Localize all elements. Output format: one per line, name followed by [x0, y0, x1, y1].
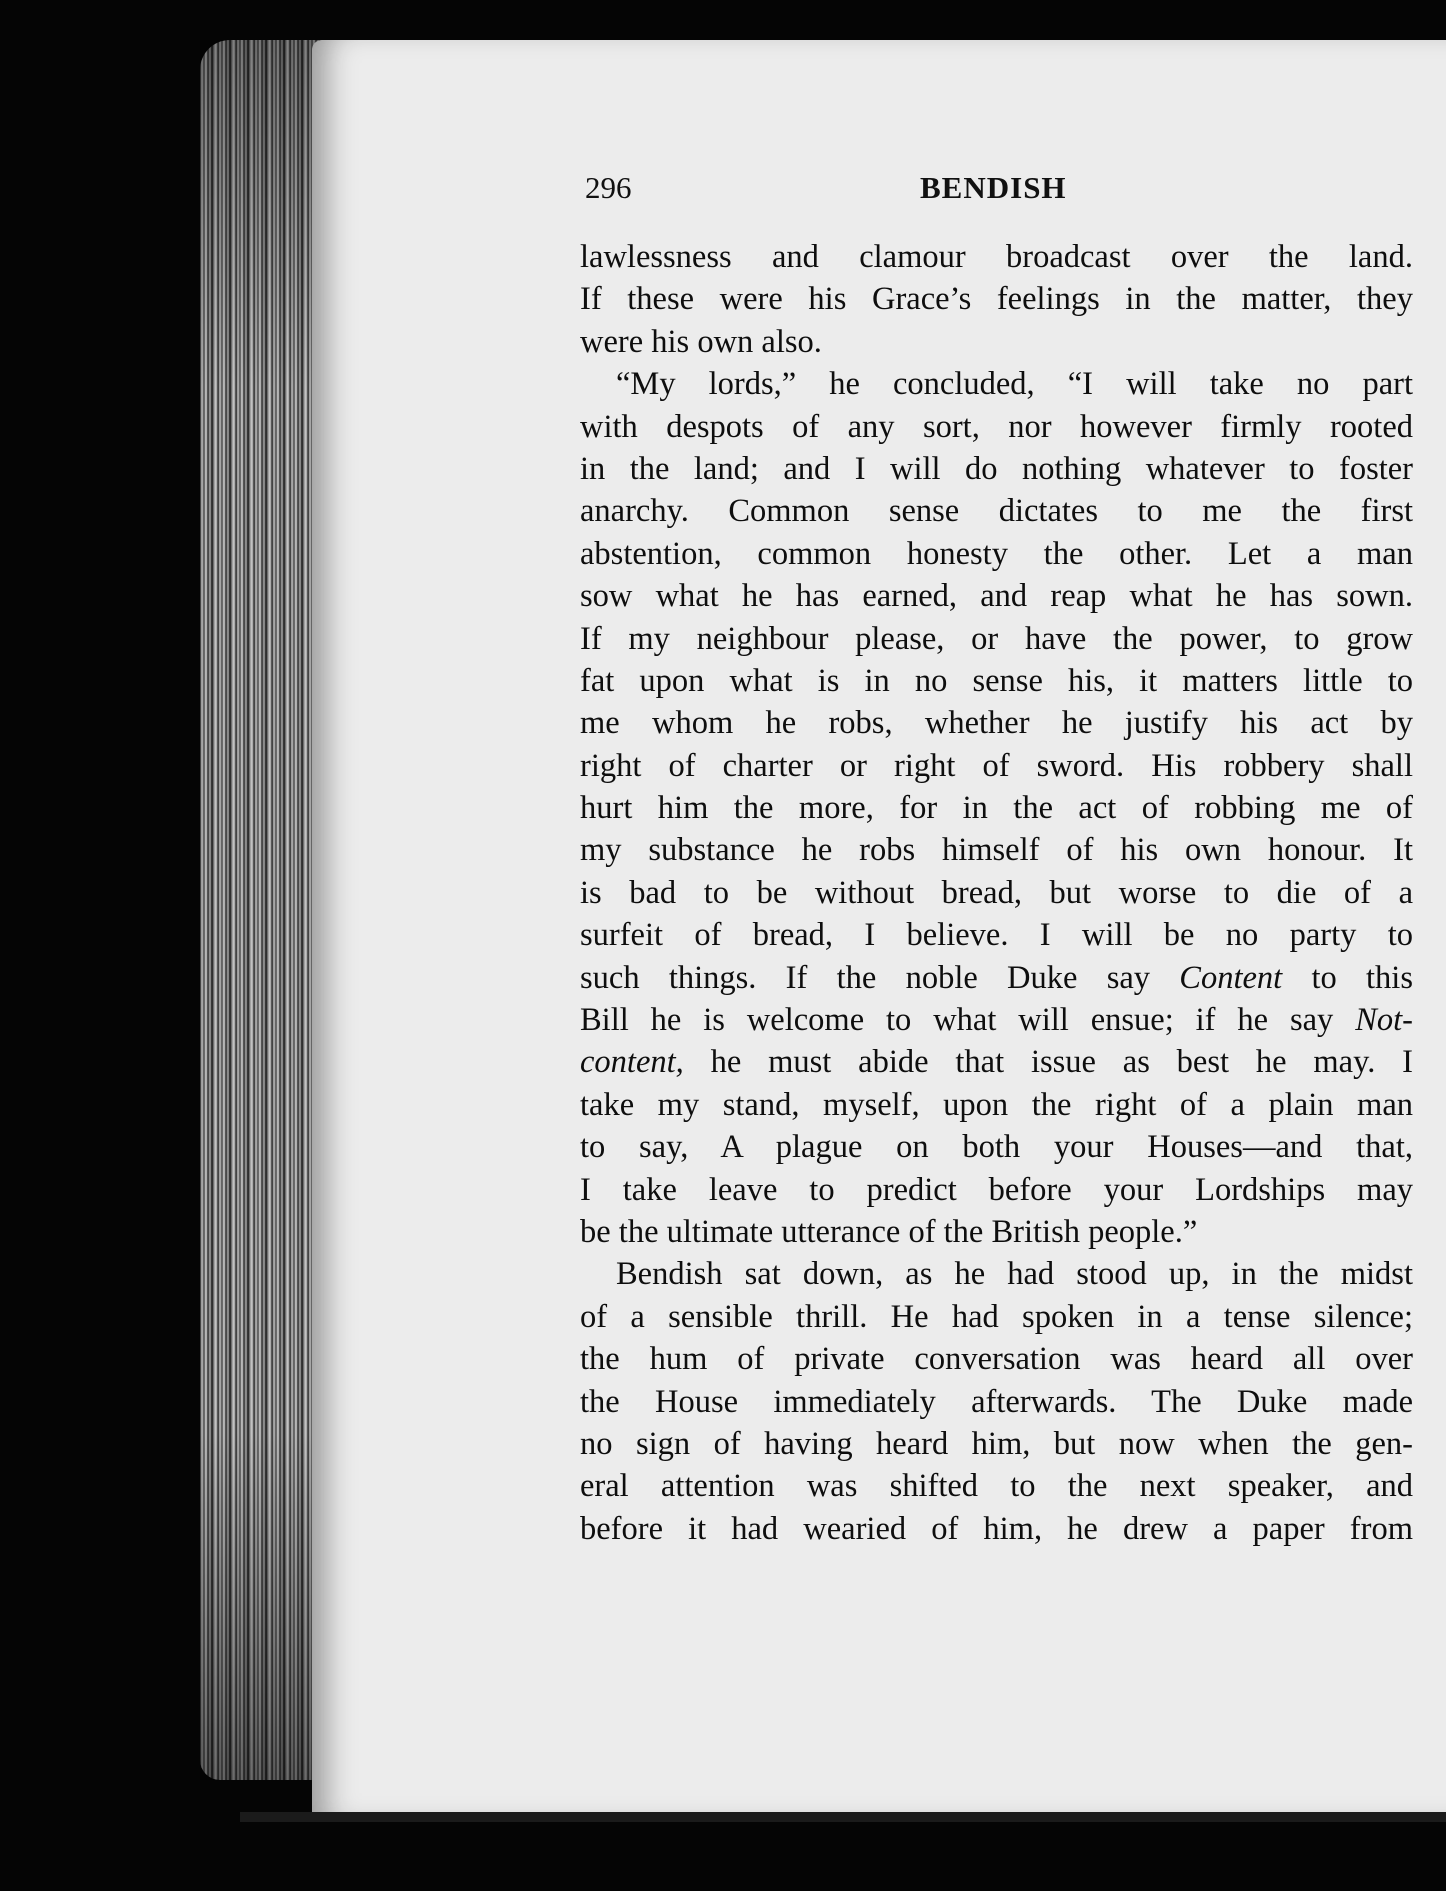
text-line: to say, A plague on both your Houses—and that,: [580, 1129, 1413, 1166]
text-line: Bendish sat down, as he had stood up, in the midst: [616, 1256, 1413, 1293]
text-line: be the ultimate utterance of the British people.”: [580, 1213, 1198, 1250]
text-line: right of charter or right of sword. His robbery shall: [580, 747, 1413, 784]
body-text: [580, 236, 1413, 1550]
text-line: my substance he robs himself of his own honour. It: [580, 832, 1413, 869]
text-line: anarchy. Common sense dictates to me the first: [580, 493, 1413, 530]
italic-text: Not-: [1355, 1002, 1413, 1039]
text-line: in the land; and I will do nothing whatever to foster: [580, 450, 1413, 487]
text-line: sow what he has earned, and reap what he has sown.: [580, 578, 1413, 615]
text-line: [580, 1041, 1413, 1083]
page-bottom-shadow: [240, 1812, 1446, 1822]
text-line: hurt him the more, for in the act of robbing me of: [580, 790, 1413, 827]
text-line: were his own also.: [580, 323, 822, 360]
text-line: lawlessness and clamour broadcast over the land.: [580, 239, 1413, 275]
text-line: “My lords,” he concluded, “I will take no part: [616, 366, 1413, 403]
text-line: eral attention was shifted to the next speaker, and: [580, 1468, 1413, 1505]
text-line: is bad to be without bread, but worse to die of a: [580, 874, 1413, 911]
italic-text: content,: [580, 1044, 684, 1081]
text-line: before it had wearied of him, he drew a paper from: [580, 1510, 1413, 1547]
text-line: no sign of having heard him, but now when the gen-: [580, 1425, 1413, 1462]
text-line: If these were his Grace’s feelings in the matter, they: [580, 281, 1413, 318]
text-line: the hum of private conversation was heard all over: [580, 1341, 1413, 1378]
text-line: of a sensible thrill. He had spoken in a tense silence;: [580, 1298, 1413, 1335]
text-line: [580, 957, 1413, 999]
text-segment: he must abide that issue as best he may. I: [683, 1044, 1413, 1081]
italic-text: Content: [1179, 959, 1283, 996]
text-line: take my stand, myself, upon the right of a plain man: [580, 1086, 1413, 1123]
running-head: BENDISH: [920, 170, 1067, 205]
text-segment: Bill he is welcome to what will ensue; if he say: [580, 1002, 1356, 1039]
text-segment: such things. If the noble Duke say: [580, 959, 1180, 996]
text-line: surfeit of bread, I believe. I will be no party to: [580, 917, 1413, 954]
text-line: I take leave to predict before your Lordships may: [580, 1171, 1413, 1208]
text-line: with despots of any sort, nor however firmly rooted: [580, 408, 1413, 445]
page-number: 296: [585, 170, 632, 205]
text-line: [580, 999, 1413, 1041]
text-line: fat upon what is in no sense his, it matters little to: [580, 662, 1413, 699]
text-line: the House immediately afterwards. The Duke made: [580, 1383, 1413, 1420]
text-line: abstention, common honesty the other. Let a man: [580, 535, 1413, 572]
text-line: If my neighbour please, or have the power, to grow: [580, 620, 1413, 657]
text-segment: to this: [1282, 959, 1413, 996]
text-line: me whom he robs, whether he justify his act by: [580, 705, 1413, 742]
